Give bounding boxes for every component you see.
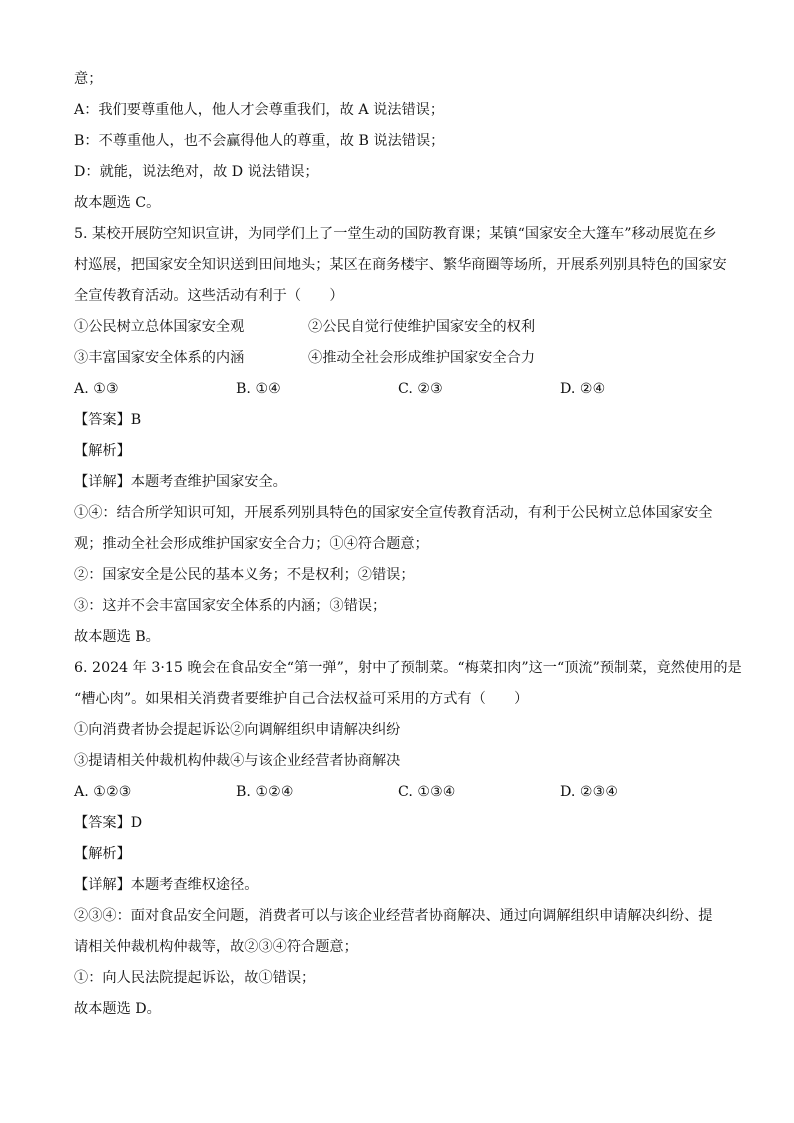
option-d: D. ②③④ (560, 784, 619, 800)
question-6-stem: “槽心肉”。如果相关消费者要维护自己合法权益可采用的方式有（ ） (74, 691, 529, 707)
option-a: A. ①③ (74, 381, 119, 397)
question-5-detail: ②：国家安全是公民的基本义务；不是权利；②错误； (74, 567, 415, 583)
question-6-detail: ②③④：面对食品安全问题，消费者可以与该企业经营者协商解决、通过向调解组织申请解决纠纷、提 (74, 908, 713, 924)
question-5-analysis-label: 【解析】 (74, 443, 131, 459)
question-6-detail: 请相关仲裁机构仲裁等，故②③④符合题意； (74, 939, 358, 955)
question-5-stem: 村巡展，把国家安全知识送到田间地头；某区在商务楼宇、繁华商圈等场所，开展系列别具特色的国家安 (74, 257, 727, 273)
statement: ③丰富国家安全体系的内涵 (74, 350, 245, 366)
question-6-statement: ①向消费者协会提起诉讼②向调解组织申请解决纠纷 (74, 722, 401, 738)
statement: ①公民树立总体国家安全观 (74, 319, 245, 335)
question-6-statement: ③提请相关仲裁机构仲裁④与该企业经营者协商解决 (74, 753, 401, 769)
question-6-analysis-label: 【解析】 (74, 846, 131, 862)
question-5-detail: ③：这并不会丰富国家安全体系的内涵；③错误； (74, 598, 387, 614)
option-b: B. ①②④ (236, 784, 294, 800)
question-5-stem: 全宣传教育活动。这些活动有利于（ ） (74, 288, 344, 304)
document-content (74, 64, 742, 1025)
question-5-stem: 5. 某校开展防空知识宣讲，为同学们上了一堂生动的国防教育课；某镇“国家安全大篷车”移动展览在乡 (74, 226, 717, 242)
question-6-answer: 【答案】D (74, 815, 143, 831)
option-b: B. ①④ (236, 381, 281, 397)
option-d: D. ②④ (560, 381, 606, 397)
question-5-options (74, 374, 724, 405)
statement: ④推动全社会形成维护国家安全合力 (308, 350, 536, 366)
option-a: A. ①②③ (74, 784, 132, 800)
text-line: B：不尊重他人，也不会赢得他人的尊重，故 B 说法错误； (74, 133, 445, 149)
question-5-statements-row (74, 312, 724, 343)
text-line: D：就能，说法绝对，故 D 说法错误； (74, 164, 319, 180)
option-c: C. ①③④ (398, 784, 456, 800)
text-line: 意； (74, 71, 103, 87)
question-5-detail: 故本题选 B。 (74, 629, 160, 645)
question-6-detail: ①：向人民法院提起诉讼，故①错误； (74, 970, 316, 986)
question-6-stem: 6. 2024 年 3·15 晚会在食品安全“第一弹”，射中了预制菜。“梅菜扣肉”这一“顶流”预制菜，竟然使用的是 (74, 660, 742, 676)
statement: ②公民自觉行使维护国家安全的权利 (308, 319, 536, 335)
option-c: C. ②③ (398, 381, 443, 397)
question-6-detail: 【详解】本题考查维权途径。 (74, 877, 259, 893)
question-5-detail: ①④：结合所学知识可知，开展系列别具特色的国家安全宣传教育活动，有利于公民树立总体国家安全 (74, 505, 713, 521)
text-line: 故本题选 C。 (74, 195, 161, 211)
question-5-detail: 观；推动全社会形成维护国家安全合力；①④符合题意； (74, 536, 429, 552)
question-5-answer: 【答案】B (74, 412, 142, 428)
question-5-statements-row (74, 343, 724, 374)
question-5-detail: 【详解】本题考查维护国家安全。 (74, 474, 287, 490)
text-line: A：我们要尊重他人，他人才会尊重我们，故 A 说法错误； (74, 102, 445, 118)
question-6-detail: 故本题选 D。 (74, 1001, 161, 1017)
question-6-options (74, 777, 724, 808)
